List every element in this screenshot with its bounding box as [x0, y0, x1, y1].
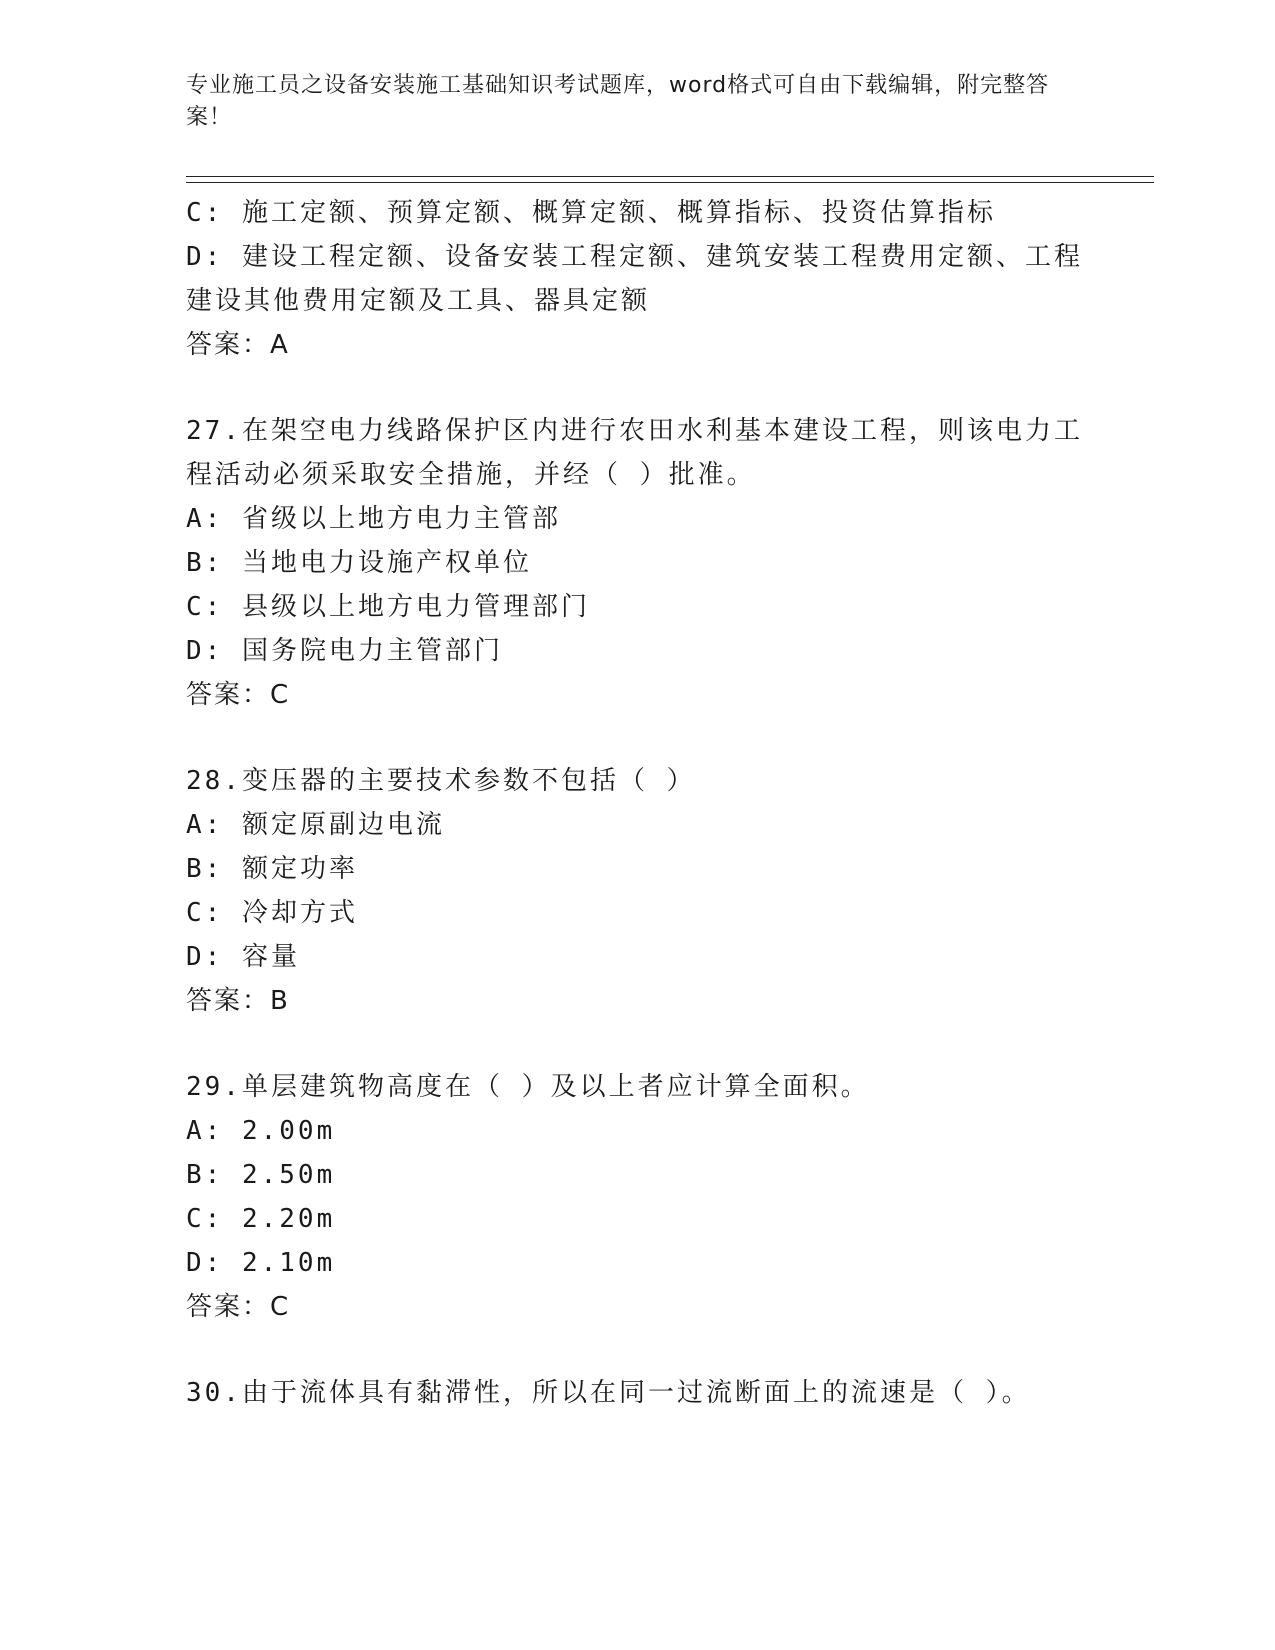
answer-line: 答案：C — [186, 680, 291, 710]
option-line: D: 国务院电力主管部门 — [186, 636, 503, 666]
answer-line: 答案：A — [186, 330, 290, 360]
option-line: D: 2.10m — [186, 1248, 336, 1278]
option-line: D: 容量 — [186, 942, 300, 972]
header-rule-top — [186, 176, 1154, 177]
question-text: 29.单层建筑物高度在（ ）及以上者应计算全面积。 — [186, 1072, 870, 1102]
option-line: A: 省级以上地方电力主管部 — [186, 504, 561, 534]
header-rule-bottom — [186, 182, 1154, 183]
option-line: B: 当地电力设施产权单位 — [186, 548, 532, 578]
option-line: C: 县级以上地方电力管理部门 — [186, 592, 590, 622]
question-text: 27.在架空电力线路保护区内进行农田水利基本建设工程，则该电力工 — [186, 416, 1083, 446]
option-line: C: 2.20m — [186, 1204, 336, 1234]
option-line: D: 建设工程定额、设备安装工程定额、建筑安装工程费用定额、工程 — [186, 242, 1083, 272]
option-line: C: 冷却方式 — [186, 898, 358, 928]
question-text: 程活动必须采取安全措施，并经（ ）批准。 — [186, 460, 756, 490]
option-line: B: 额定功率 — [186, 854, 358, 884]
option-line: C: 施工定额、预算定额、概算定额、概算指标、投资估算指标 — [186, 198, 996, 228]
option-line: A: 额定原副边电流 — [186, 810, 445, 840]
answer-line: 答案：C — [186, 1292, 291, 1322]
option-line: A: 2.00m — [186, 1116, 336, 1146]
answer-line: 答案：B — [186, 986, 290, 1016]
option-line: 建设其他费用定额及工具、器具定额 — [186, 286, 651, 316]
document-header: 专业施工员之设备安装施工基础知识考试题库，word格式可自由下载编辑，附完整答案！ — [186, 73, 1050, 130]
question-text: 28.变压器的主要技术参数不包括（ ） — [186, 766, 696, 796]
question-text: 30.由于流体具有黏滞性，所以在同一过流断面上的流速是（ ）。 — [186, 1378, 1031, 1408]
option-line: B: 2.50m — [186, 1160, 336, 1190]
